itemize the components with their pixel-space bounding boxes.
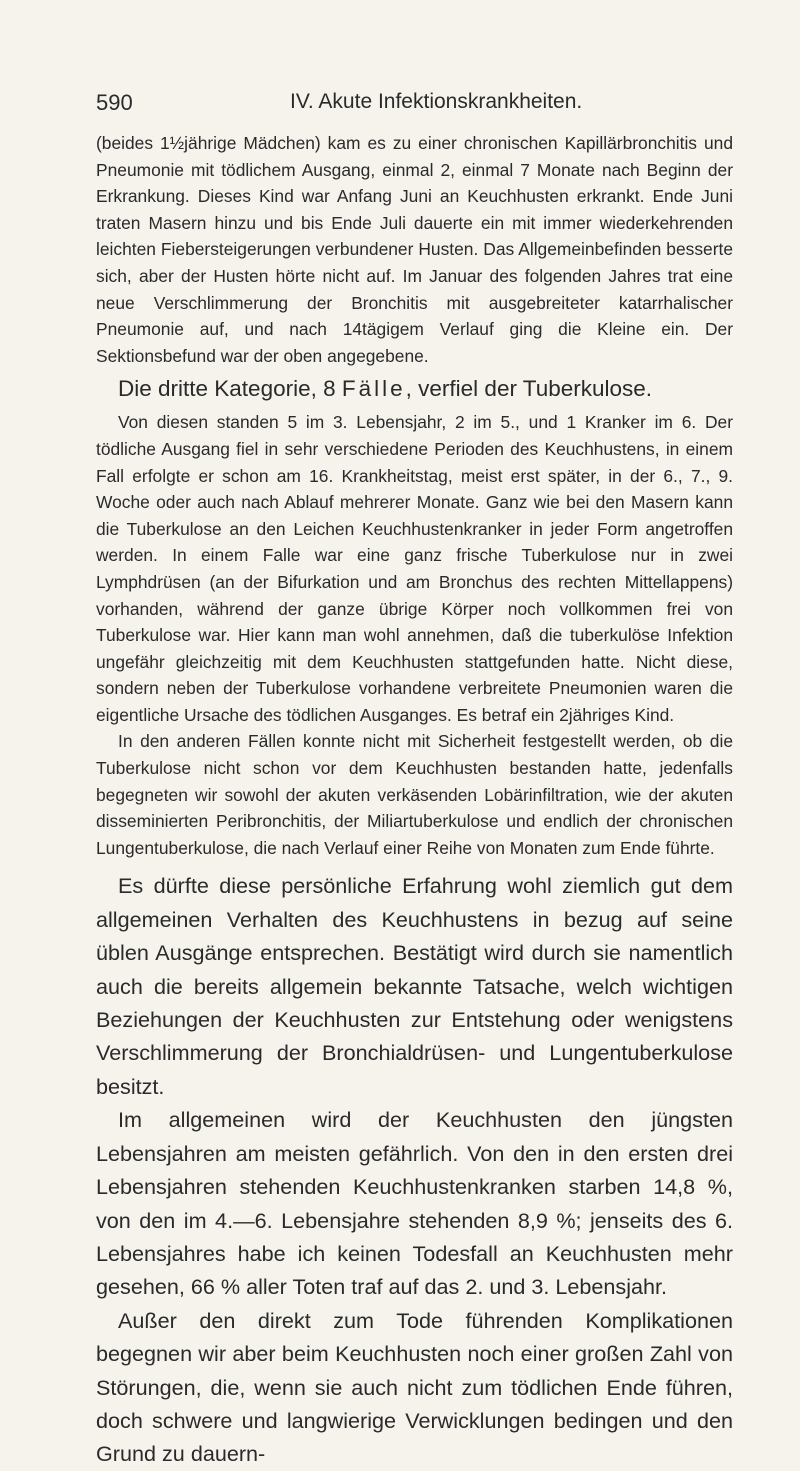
paragraph-other-cases: In den anderen Fällen konnte nicht mit Sicherheit festgestellt werden, ob die Tuberkulose nicht schon vor dem Keuchhusten bestanden hatte, jedenfalls begegneten wir sowohl der akuten verkäsenden Lobärinfiltration, wie der akuten disseminierten Peribronchitis, der Miliartuberkulose und endlich der chronischen Lungentuberkulose, die nach Verlauf einer Reihe von Monaten zum Ende führte. [96, 731, 733, 858]
page-number: 590 [96, 90, 133, 115]
running-head: IV. Akute Infektionskrankheiten. [290, 90, 583, 113]
paragraph-complications: Außer den direkt zum Tode führenden Komplikationen begegnen wir aber beim Keuchhusten noch einer großen Zahl von Störungen, die, wenn sie auch nicht zum tödlichen Ende führen, doch schwere und langwierige Verwicklungen bedingen und den Grund zu dauern- [96, 1307, 733, 1467]
heading-text-spaced: Fälle [341, 376, 406, 402]
paragraph-case-description: (beides 1½jährige Mädchen) kam es zu einer chronischen Kapillärbronchitis und Pneumonie mit tödlichem Ausgang, einmal 2, einmal 7 Monate nach Beginn der Erkrankung. Dieses Kind war Anfang Juni an Keuchhusten erkrankt. Ende Juni traten Masern hinzu und bis Ende Juli dauerte ein mit immer wiederkehrenden leichten Fiebersteigerungen verbundener Husten. Das Allgemeinbefinden besserte sich, aber der Husten hörte nicht auf. Im Januar des folgenden Jahres trat eine neue Verschlimmerung der Bronchitis mit ausgebreiteter katarrhalischer Pneumonie auf, und nach 14tägigem Verlauf ging die Kleine ein. Der Sektionsbefund war der oben angegebene. [96, 133, 733, 366]
body-text [96, 130, 733, 1471]
heading-text-start: Die dritte Kategorie, 8 [118, 376, 342, 402]
paragraph-tuberculosis-cases: Von diesen standen 5 im 3. Lebensjahr, 2 im 5., und 1 Kranker im 6. Der tödliche Ausgang fiel in sehr verschiedene Perioden des Keuchhustens, in einem Fall erfolgte er schon am 16. Krankheitstag, meist erst später, in der 6., 7., 9. Woche oder auch nach Ablauf mehrerer Monate. Ganz wie bei den Masern kann die Tuberkulose an den Leichen Keuchhustenkranker in jeder Form angetroffen werden. In einem Falle war eine ganz frische Tuberkulose nur in zwei Lymphdrüsen (an der Bifurkation und am Bronchus des rechten Mittellappens) vorhanden, während der ganze übrige Körper noch vollkommen frei von Tuberkulose war. Hier kann man wohl annehmen, daß die tuberkulöse Infektion ungefähr gleichzeitig mit dem Keuchhusten stattgefunden hatte. Nicht diese, sondern neben der Tuberkulose vorhandene verbreitete Pneumonien waren die eigentliche Ursache des tödlichen Ausganges. Es betraf ein 2jähriges Kind. [96, 412, 733, 725]
heading-text-end: , verfiel der Tuberkulose. [405, 376, 653, 402]
section-heading-third-category [96, 371, 733, 407]
paragraph-age-mortality: Im allgemeinen wird der Keuchhusten den jüngsten Lebensjahren am meisten gefährlich. Von den in den ersten drei Lebensjahren stehenden Keuchhustenkranken starben 14,8 %, von den im 4.—6. Lebensjahre stehenden 8,9 %; jenseits des 6. Lebensjahres habe ich keinen Todesfall an Keuchhusten mehr gesehen, 66 % aller Toten traf auf das 2. und 3. Lebensjahr. [96, 1107, 733, 1300]
paragraph-personal-experience: Es dürfte diese persönliche Erfahrung wohl ziemlich gut dem allgemeinen Verhalten des Keuchhustens in bezug auf seine üblen Ausgänge entsprechen. Bestätigt wird durch sie namentlich auch die bereits allgemein bekannte Tatsache, welch wichtigen Beziehungen der Keuchhusten zur Entstehung oder wenigstens Verschlimmerung der Bronchialdrüsen- und Lungentuberkulose besitzt. [96, 873, 733, 1099]
page-header [96, 90, 736, 120]
